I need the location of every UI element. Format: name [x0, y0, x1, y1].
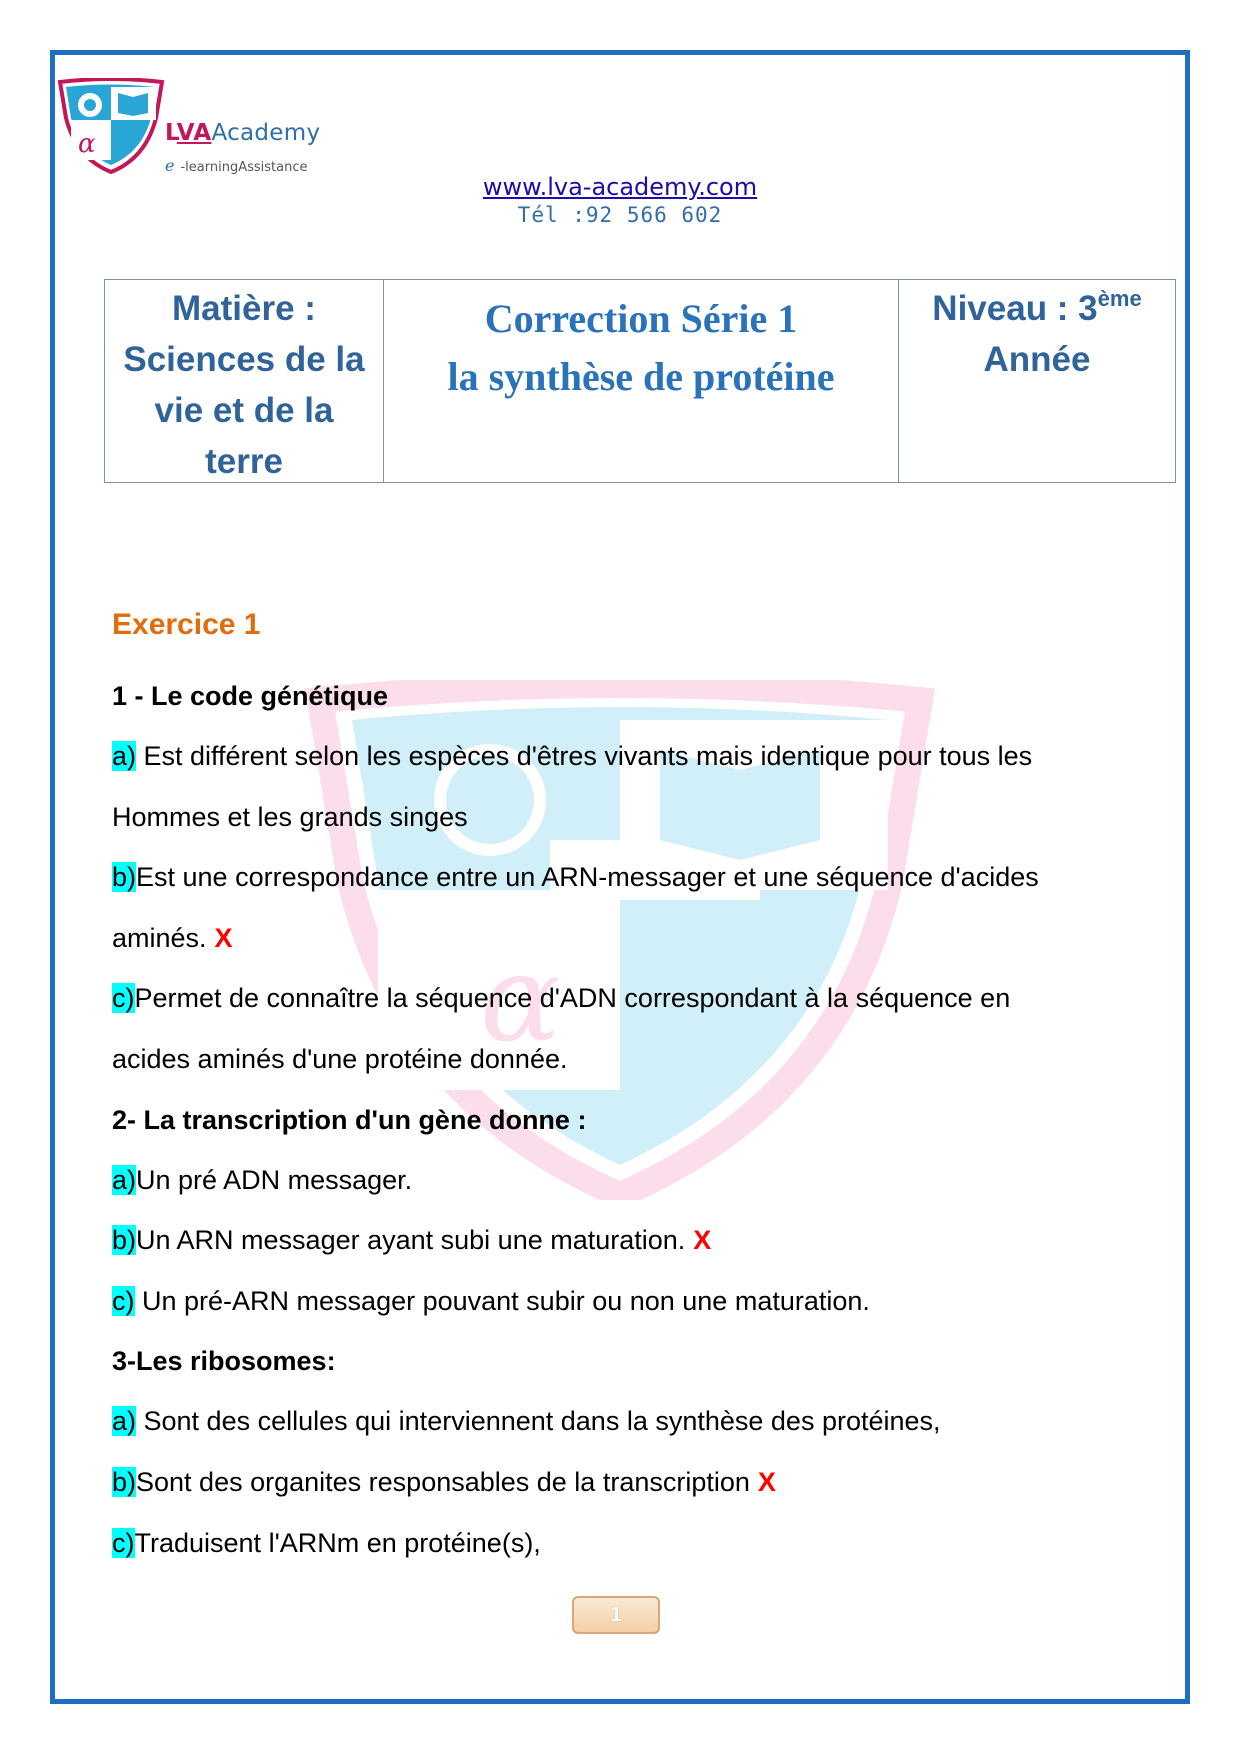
- option-label: c): [112, 1527, 135, 1558]
- option-label: a): [112, 1406, 137, 1437]
- wrong-mark: X: [693, 1225, 712, 1256]
- header-table: [104, 279, 1176, 483]
- option-text: Traduisent l'ARNm en protéine(s),: [134, 1527, 541, 1558]
- brand-tag-e: e: [165, 156, 175, 175]
- option-text: Un pré-ARN messager pouvant subir ou non une maturation.: [134, 1285, 870, 1316]
- level-prefix: Niveau : 3: [932, 289, 1098, 328]
- question-heading: 1 - Le code génétique: [112, 681, 389, 711]
- option-text: Hommes et les grands singes: [112, 801, 468, 832]
- answer-option: [112, 847, 1162, 908]
- answer-option: [112, 1513, 1162, 1574]
- exercise-content: [112, 600, 1162, 1573]
- option-text: Est différent selon les espèces d'êtres vivants mais identique pour tous les: [136, 741, 1033, 771]
- option-label: a): [112, 741, 137, 771]
- level-cell: [899, 280, 1175, 482]
- option-text: Est une correspondance entre un ARN-messager et une séquence d'acides: [136, 862, 1039, 893]
- wrong-mark: X: [214, 922, 233, 953]
- wrong-mark: X: [757, 1466, 776, 1497]
- question-heading: 2- La transcription d'un gène donne :: [112, 1104, 587, 1135]
- title-cell: [384, 280, 899, 482]
- answer-continuation: [112, 1029, 1162, 1090]
- option-text: aminés.: [112, 922, 207, 953]
- website-link[interactable]: www.lva-academy.com: [482, 173, 758, 201]
- option-label: c): [112, 1285, 135, 1316]
- brand-name: [165, 120, 320, 146]
- answer-option: [112, 968, 1162, 1029]
- brand-letters-va: VA: [176, 120, 212, 146]
- subject-line: Matière :: [172, 289, 316, 328]
- level-year: Année: [983, 340, 1091, 379]
- answer-option: [112, 1210, 1162, 1271]
- document-title: Correction Série 1: [484, 296, 798, 341]
- subject-line: Sciences de la: [123, 340, 365, 379]
- question-heading: 3-Les ribosomes:: [112, 1346, 336, 1377]
- page-number-badge: 1: [572, 1596, 660, 1634]
- answer-option: [112, 1391, 1162, 1452]
- option-text: Sont des organites responsables de la transcription: [136, 1466, 750, 1497]
- subject-cell: [105, 280, 384, 482]
- answer-continuation: [112, 787, 1162, 848]
- document-subtitle: la synthèse de protéine: [447, 354, 835, 399]
- option-label: c): [112, 983, 135, 1014]
- option-label: b): [112, 1466, 137, 1497]
- option-label: a): [112, 1164, 137, 1195]
- option-text: Un ARN messager ayant subi une maturation.: [136, 1225, 686, 1256]
- brand-academy: Academy: [211, 120, 321, 146]
- option-text: Un pré ADN messager.: [136, 1164, 413, 1195]
- option-text: acides aminés d'une protéine donnée.: [112, 1043, 568, 1074]
- option-text: Sont des cellules qui interviennent dans la synthèse des protéines,: [136, 1406, 941, 1437]
- answer-option: [112, 1452, 1162, 1513]
- subject-line: terre: [205, 442, 283, 481]
- answer-option: [112, 1150, 1162, 1211]
- subject-line: vie et de la: [154, 391, 334, 430]
- level-superscript: ème: [1097, 286, 1142, 311]
- exercise-title: Exercice 1: [112, 608, 261, 641]
- brand-letter-l: L: [165, 120, 177, 146]
- option-text: Permet de connaître la séquence d'ADN correspondant à la séquence en: [134, 983, 1011, 1014]
- logo-shield-icon: [56, 78, 166, 174]
- option-label: b): [112, 862, 137, 893]
- brand-tag-text: -learningAssistance: [180, 160, 308, 175]
- phone-number: Tél :92 566 602: [517, 203, 723, 227]
- answer-continuation: [112, 908, 1162, 969]
- answer-option: [112, 1271, 1162, 1332]
- svg-text:α: α: [480, 930, 562, 1069]
- option-label: b): [112, 1225, 137, 1256]
- svg-text:α: α: [78, 129, 96, 159]
- answer-option: [112, 726, 1162, 787]
